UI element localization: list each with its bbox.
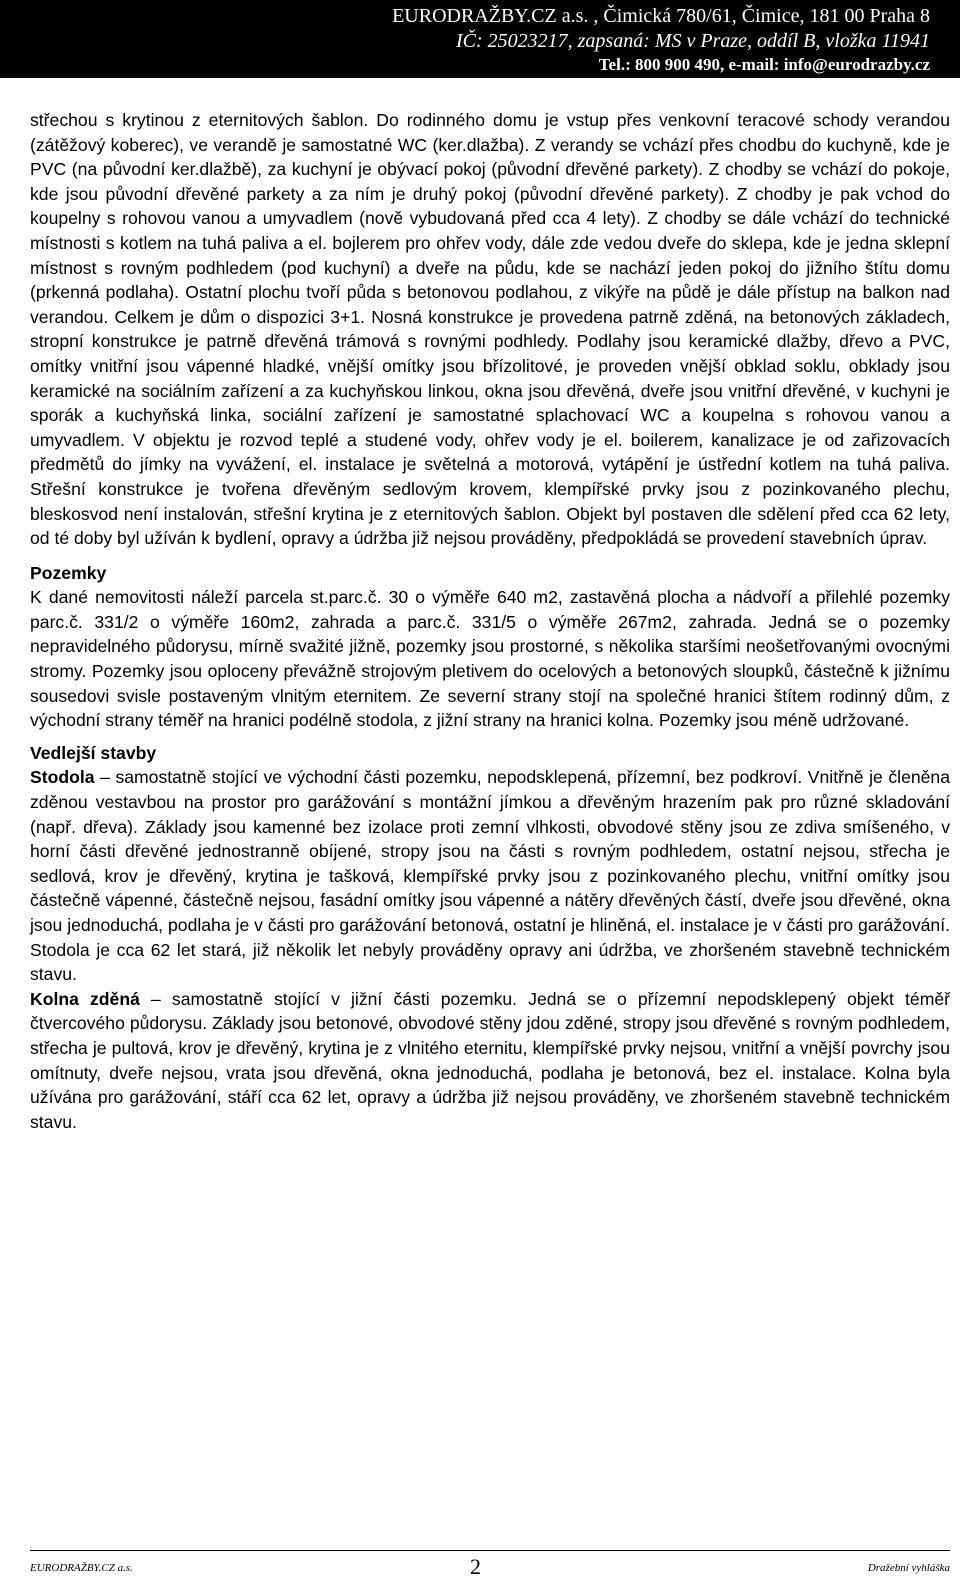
land-description-paragraph: K dané nemovitosti náleží parcela st.parc.č. 30 o výměře 640 m2, zastavěná plocha a nádvoří a přilehlé pozemky parc.č. 331/2 o výměře 160m2, zahrada a parc.č. 331/5 o výměře 267m2, zahrada. Jedná se o pozemky nepravidelného půdorysu, mírně svažité jižně, pozemky jsou prostorné, s několika staršími neošetřovanými ovocnými stromy. Pozemky jsou oploceny převážně strojovým pletivem do ocelových a betonových sloupků, částečně k jižnímu sousedovi svisle postaveným vlnitým eternitem. Ze severní strany stojí na společné hranici štítem rodinný dům, z východní strany téměř na hranici podélně stodola, z jižní strany na hranici kolna. Pozemky jsou méně udržované. [30,587,950,731]
company-registration: IČ: 25023217, zapsaná: MS v Praze, oddíl B, vložka 11941 [455,30,930,52]
letterhead-banner [0,0,960,78]
shed-text: – samostatně stojící v jižní části pozemku. Jedná se o přízemní nepodsklepený objekt téměř čtvercového půdorysu. Základy jsou betonové, obvodové stěny jdou zděné, stropy jsou dřevěné s rovným podhledem, střecha je pultová, krov je dřevěný, krytina je z vlnitého eternitu, klempířské prvky nejsou, vnitřní a vnější povrchy jsou omítnuty, dveře nejsou, vrata jsou dřevěná, okna jednoduchá, podlaha je betonová, bez el. instalace. Kolna byla užívána pro garážování, stáří cca 62 let, opravy a údržba již nejsou prováděny, ve zhoršeném stavebně technickém stavu. [30,988,951,1132]
footer-divider [30,1550,950,1551]
house-description-paragraph: střechou s krytinou z eternitových šablon. Do rodinného domu je vstup přes venkovní teracové schody verandou (zátěžový koberec), ve verandě je samostatné WC (ker.dlažba). Z verandy se vchází přes chodbu do kuchyně, kde je PVC (na původní ker.dlažbě), za kuchyní je obývací pokoj (původní dřevěné parkety). Z chodby se vchází do pokoje, kde jsou původní dřevěné parkety a za ním je druhý pokoj (původní dřevěné parkety). Z chodby je pak vchod do koupelny s rohovou vanou a umyvadlem (nově vybudovaná před cca 4 lety). Z chodby se dále vchází do technické místnosti s kotlem na tuhá paliva a el. bojlerem pro ohřev vody, dále zde vedou dveře do sklepa, kde je jedna sklepní místnost s rovným podhledem (pod kuchyní) a dveře na půdu, kde se nachází jeden pokoj do jižního štítu domu (prkenná podlaha). Ostatní plochu tvoří půda s betonovou podlahou, z vikýře na půdě je dále přístup na balkon nad verandou. Celkem je dům o dispozici 3+1. Nosná konstrukce je provedena patrně zděná, na betonových základech, stropní konstrukce je patrně dřevěná trámová s rovnými podhledy. Podlahy jsou keramické dlažby, dřevo a PVC, omítky vnitřní jsou vápenné hladké, vnější omítky jsou břízolitové, je proveden vnější obklad soklu, obklady jsou keramické na sociálním zařízení a za kuchyňskou linkou, okna jsou dřevěná, dveře jsou vnitřní dřevěné, v kuchyni je sporák a kuchyňská linka, sociální zařízení je samostatné splachovací WC a koupelna s rohovou vanou a umyvadlem. V objektu je rozvod teplé a studené vody, ohřev vody je el. boilerem, kanalizace je od zařizovacích předmětů do jímky na vyvážení, el. instalace je světelná a motorová, vytápění je ústřední kotlem na tuhá paliva. Střešní konstrukce je tvořena dřevěným sedlovým krovem, klempířské prvky jsou z pozinkovaného plechu, bleskosvod není instalován, střešní krytina je z eternitových šablon. Objekt byl postaven dle sdělení před cca 62 lety, od té doby byl užíván k bydlení, opravy a údržba již nejsou prováděny, předpokládá se provedení stavebních úprav. [30,110,950,549]
document-body [30,108,950,1134]
shed-description-paragraph [30,987,950,1135]
shed-label: Kolna zděná [30,988,140,1009]
section-heading-vedlejsi-stavby: Vedlejší stavby [30,742,157,763]
page-number: 2 [470,1554,481,1579]
barn-label: Stodola [30,767,95,788]
page-footer [30,1550,950,1578]
company-contact: Tel.: 800 900 490, e-mail: info@eurodrazby.cz [598,55,930,74]
barn-description-paragraph [30,765,950,986]
footer-document-title: Dražební vyhláška [867,1562,950,1574]
company-name-address: EURODRAŽBY.CZ a.s. , Čimická 780/61, Čimice, 181 00 Praha 8 [392,5,930,27]
footer-company: EURODRAŽBY.CZ a.s. [30,1562,133,1574]
barn-text: – samostatně stojící ve východní části pozemku, nepodsklepená, přízemní, bez podkroví. Vnitřně je členěna zděnou vestavbou na prostor pro garážování s montážní jímkou a dřevěným hrazením pak pro různé skladování (např. dřeva). Základy jsou kamenné bez izolace proti zemní vlhkosti, obvodové stěny jsou ze zdiva smíšeného, v horní části dřevěné jednostranně obíjené, stropy jsou na části s rovným podhledem, ostatní nejsou, střecha je sedlová, krov je dřevěný, krytina je tašková, klempířské prvky jsou z pozinkovaného plechu, vnitřní omítky jsou částečně vápenné, částečně nejsou, fasádní omítky jsou vápenné a nátěry dřevěných částí, dveře jsou dřevěné, okna jsou jednoduchá, podlaha je v části pro garážování betonová, ostatní je hliněná, el. instalace je v části pro garážování. Stodola je cca 62 let stará, již několik let nebyly prováděny opravy ani údržba, ve zhoršeném stavebně technickém stavu. [30,767,950,985]
section-heading-pozemky: Pozemky [30,562,107,583]
